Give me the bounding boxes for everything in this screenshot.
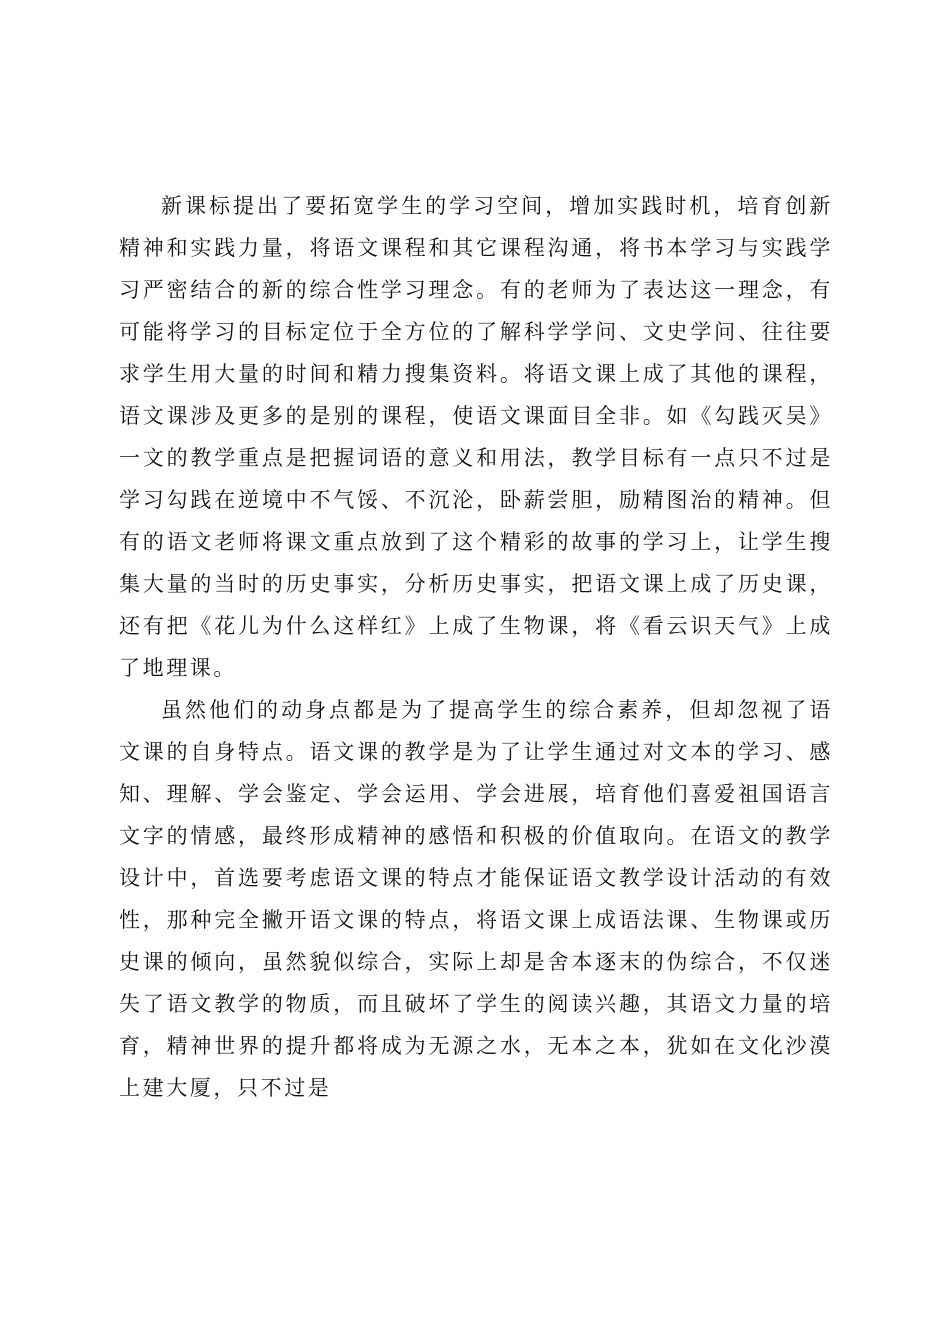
paragraph-1: 新课标提出了要拓宽学生的学习空间，增加实践时机，培育创新精神和实践力量，将语文课程和其它课程沟通，将书本学习与实践学习严密结合的新的综合性学习理念。有的老师为了表达这一理念，有可能将学习的目标定位于全方位的了解科学学问、文史学问、往往要求学生用大量的时间和精力搜集资料。将语文课上成了其他的课程，语文课涉及更多的是别的课程，使语文课面目全非。如《勾践灭吴》一文的教学重点是把握词语的意义和用法，教学目标有一点只不过是学习勾践在逆境中不气馁、不沉沦，卧薪尝胆，励精图治的精神。但有的语文老师将课文重点放到了这个精彩的故事的学习上，让学生搜集大量的当时的历史事实，分析历史事实，把语文课上成了历史课，还有把《花儿为什么这样红》上成了生物课，将《看云识天气》上成了地理课。 — [119, 194, 833, 680]
document-body — [119, 185, 833, 1109]
paragraph-2: 虽然他们的动身点都是为了提高学生的综合素养，但却忽视了语文课的自身特点。语文课的教学是为了让学生通过对文本的学习、感知、理解、学会鉴定、学会运用、学会进展，培育他们喜爱祖国语言文字的情感，最终形成精神的感悟和积极的价值取向。在语文的教学设计中，首选要考虑语文课的特点才能保证语文教学设计活动的有效性，那种完全撇开语文课的特点，将语文课上成语法课、生物课或历史课的倾向，虽然貌似综合，实际上却是舍本逐末的伪综合，不仅迷失了语文教学的物质，而且破坏了学生的阅读兴趣，其语文力量的培育，精神世界的提升都将成为无源之水，无本之本，犹如在文化沙漠上建大厦，只不过是 — [119, 698, 833, 1100]
